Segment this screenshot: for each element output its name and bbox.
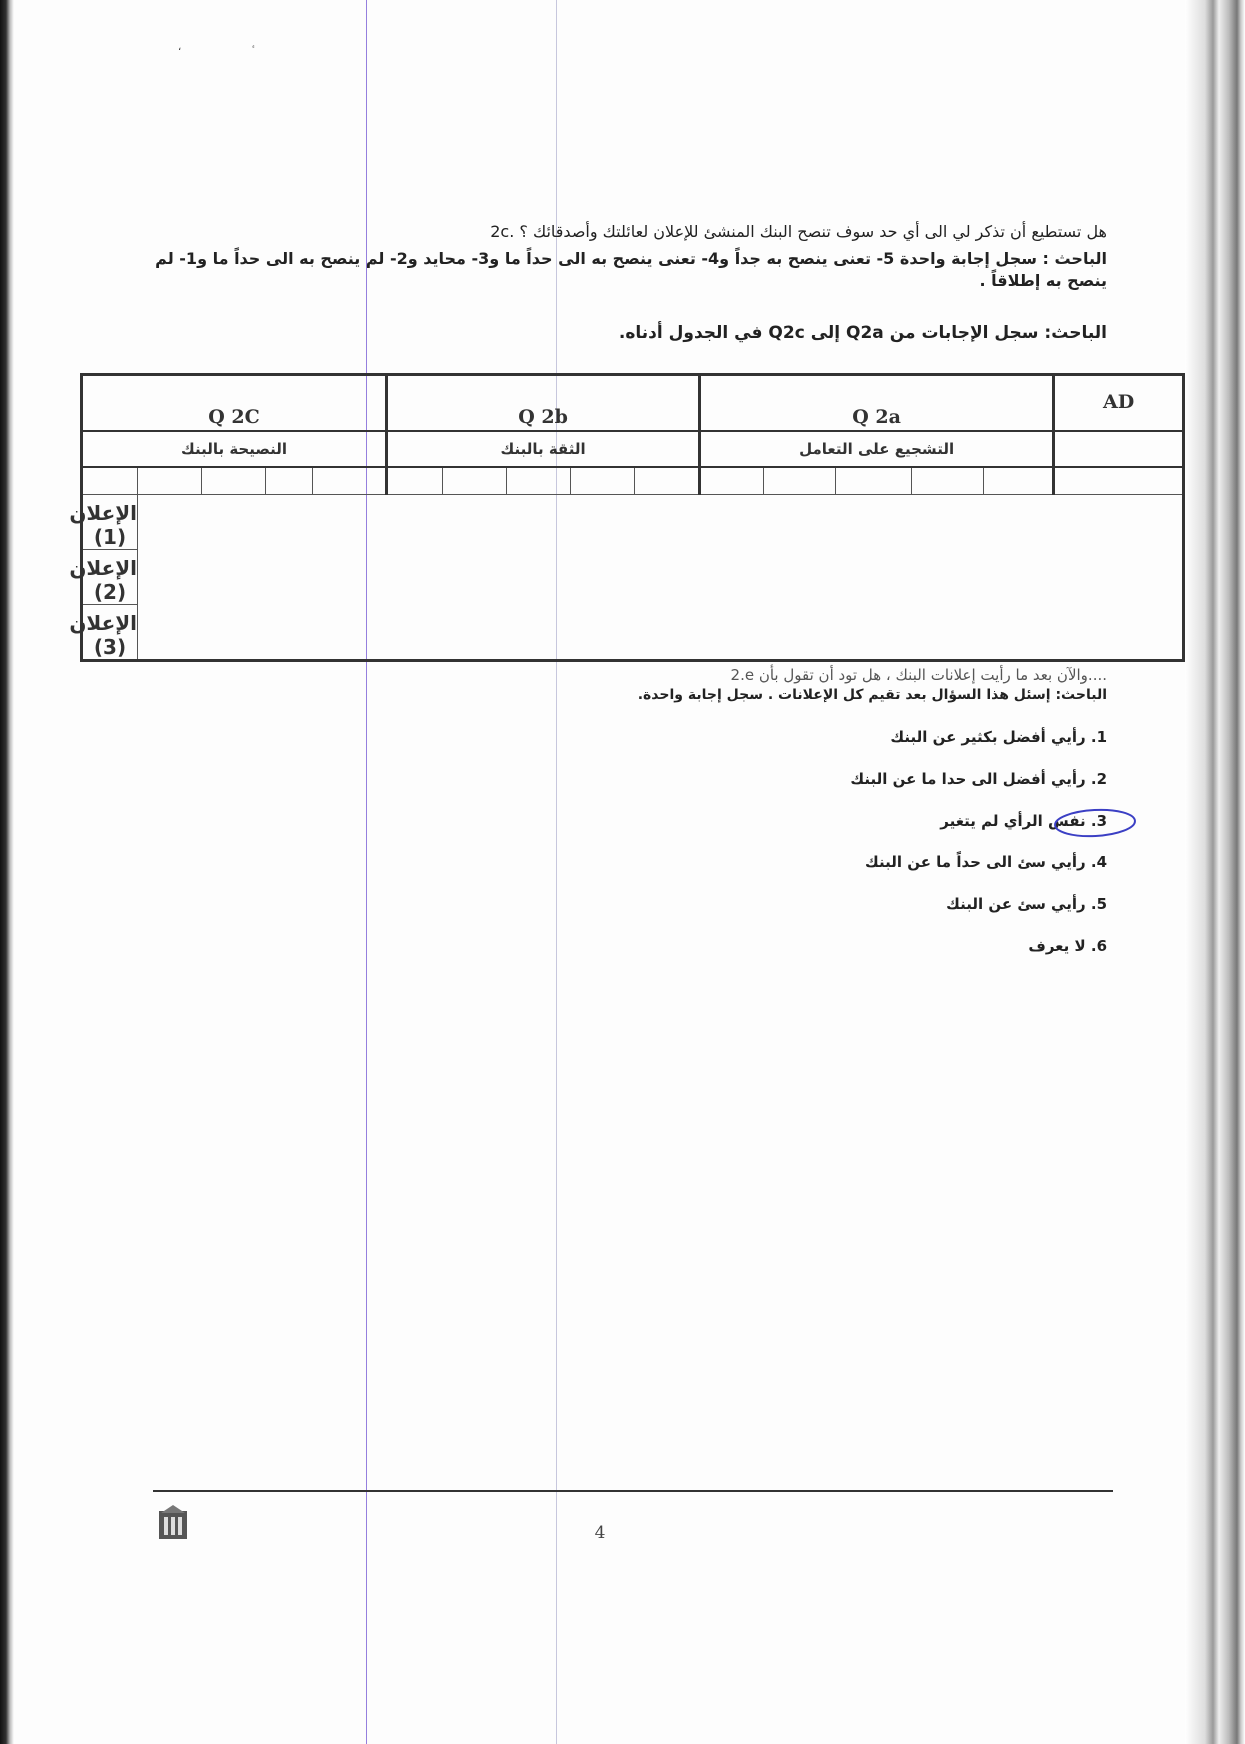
ad-header: AD [1054,375,1184,432]
option-text: 5. رأيي سئ عن البنك [946,895,1107,913]
blank-cell [266,467,313,495]
blank-cell [912,467,984,495]
ad-row [82,605,1184,661]
answer-option[interactable] [865,853,1107,871]
group-label-q2c: النصيحة بالبنك [82,431,387,467]
group-label-q2a: التشجيع على التعامل [700,431,1054,467]
answer-option[interactable] [850,770,1107,788]
blank-cell [1054,467,1184,495]
ad-row [82,495,1184,550]
group-header-q2a: Q 2a [700,375,1054,432]
blank-cell [507,467,571,495]
option-text: 6. لا يعرف [1028,937,1107,955]
blank-cell [836,467,912,495]
answer-option[interactable] [890,728,1107,746]
speck: ، [178,42,182,53]
answer-option[interactable] [946,895,1107,913]
blank-cell [984,467,1054,495]
question-2c-title: 2c. هل تستطيع أن تذكر لي الى أي حد سوف تنصح البنك المنشئ للإعلان لعائلتك وأصدقائك ؟ [490,222,1107,241]
answer-option[interactable] [1028,937,1107,955]
option-text: 1. رأيي أفضل بكثير عن البنك [890,728,1107,746]
option-text: 3. نفس الرأي لم يتغير [940,812,1107,830]
blank-cell [387,467,443,495]
blank-cell [313,467,387,495]
ad-row-label: الإعلان (3) [82,605,138,661]
blank-cell [82,467,138,495]
group-header-q2b: Q 2b [387,375,700,432]
ad-label-empty [1054,431,1184,467]
blank-cell [571,467,635,495]
blank-cell [443,467,507,495]
group-header-q2c: Q 2C [82,375,387,432]
ratings-table [69,373,1185,662]
question-2e-instruction: الباحث: إسئل هذا السؤال بعد تقيم كل الإعلانات . سجل إجابة واحدة. [637,687,1107,703]
recording-note: الباحث: سجل الإجابات من Q2a إلى Q2c في الجدول أدناه. [618,323,1107,343]
blank-cell [700,467,764,495]
blank-cell [138,467,202,495]
footer-rule [153,1490,1113,1492]
speck: ٴ [252,46,255,57]
blank-cell [202,467,266,495]
option-text: 4. رأيي سئ الى حداً ما عن البنك [865,853,1107,871]
binder-edge [1185,0,1245,1744]
blank-cell [635,467,700,495]
company-logo-icon [157,1503,189,1541]
scan-left-edge [0,0,14,1744]
ad-row-label: الإعلان (1) [82,495,138,550]
question-2c-instruction: الباحث : سجل إجابة واحدة 5- تعنى ينصح به جداً و4- تعنى ينصح به الى حداً ما و3- محايد و2- لم ينصح به الى حداً ما و1- لم ينصح به إطلاقاً . [155,249,1107,290]
ad-row [82,550,1184,605]
ad-row-label: الإعلان (2) [82,550,138,605]
page-number: 4 [594,1523,606,1543]
question-2e-title: 2.e والآن بعد ما رأيت إعلانات البنك ، هل تود أن تقول بأن.... [730,666,1107,684]
pen-circle-option-3 [1050,806,1140,840]
option-text: 2. رأيي أفضل الى حدا ما عن البنك [850,770,1107,788]
blank-row [82,467,1184,495]
group-label-q2b: الثقة بالبنك [387,431,700,467]
blank-cell [764,467,836,495]
